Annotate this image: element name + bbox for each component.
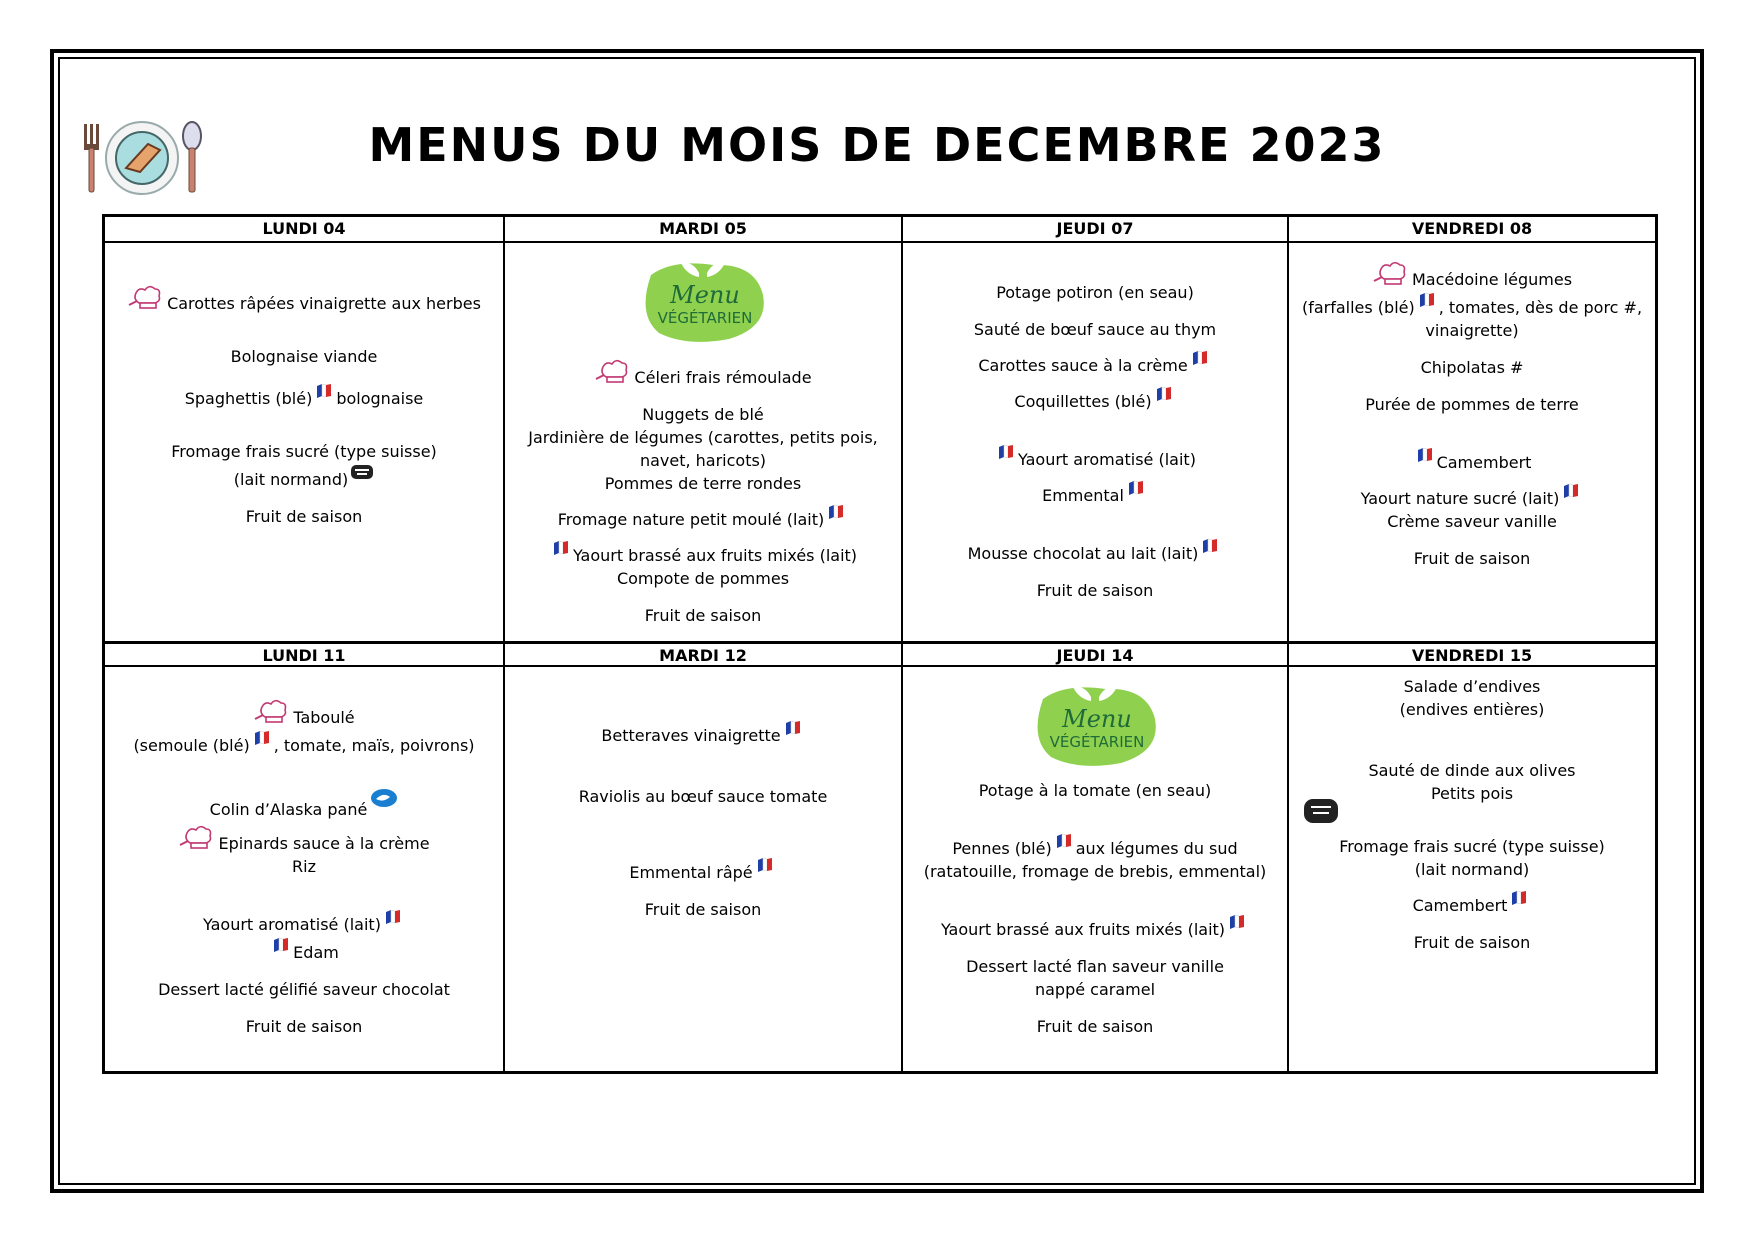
menu-table: [102, 214, 1658, 1074]
french-flag-icon: [827, 503, 845, 521]
menu-item: Salade d’endives: [1403, 677, 1541, 696]
menu-item: Sauté de bœuf sauce au thym: [973, 320, 1217, 339]
day-header: LUNDI 04: [105, 217, 505, 243]
menu-item: Fruit de saison: [1413, 933, 1531, 952]
day-cell-jeudi-14: [903, 667, 1289, 1071]
french-flag-icon: [784, 719, 802, 737]
menu-item: Riz: [292, 857, 316, 876]
menu-item: (endives entières): [1399, 700, 1545, 719]
menu-item: Fruit de saison: [644, 606, 762, 625]
menu-item: Emmental: [1042, 486, 1124, 505]
menu-item: Carottes râpées vinaigrette aux herbes: [167, 294, 481, 313]
french-flag-icon: [1127, 479, 1145, 497]
veg-badge-line2: VÉGÉTARIEN: [657, 309, 753, 327]
french-flag-icon: [253, 729, 271, 747]
vegetarian-menu-badge: [1025, 679, 1165, 771]
day-header: JEUDI 14: [903, 641, 1289, 667]
french-flag-icon: [1418, 291, 1436, 309]
day-cell-lundi-11: [105, 667, 505, 1071]
veg-badge-line1: Menu: [1062, 705, 1132, 733]
menu-item: Potage à la tomate (en seau): [978, 781, 1212, 800]
french-flag-icon: [997, 443, 1015, 461]
menu-item: Céleri frais rémoulade: [634, 368, 812, 387]
menu-item: Fruit de saison: [245, 507, 363, 526]
chef-hat-icon: [594, 355, 632, 385]
menu-item: (farfalles (blé): [1301, 298, 1415, 317]
veg-badge-line2: VÉGÉTARIEN: [1049, 733, 1145, 751]
menu-item: (semoule (blé): [133, 736, 250, 755]
french-flag-icon: [315, 382, 333, 400]
veg-badge-line1: Menu: [670, 281, 740, 309]
menu-item: Sauté de dinde aux olives: [1368, 761, 1576, 780]
page-title: MENUS DU MOIS DE DECEMBRE 2023: [368, 118, 1386, 172]
menu-item: Yaourt aromatisé (lait): [203, 915, 381, 934]
day-cell-mardi-12: [505, 667, 903, 1071]
french-flag-icon: [756, 856, 774, 874]
menu-item: (lait normand): [233, 470, 349, 489]
menu-item: Camembert: [1412, 896, 1508, 915]
msc-fish-icon: [370, 787, 398, 809]
chef-hat-icon: [253, 695, 291, 725]
chef-hat-icon: [1372, 257, 1410, 287]
french-flag-icon: [1416, 446, 1434, 464]
day-cell-vendredi-08: [1289, 243, 1655, 641]
chef-hat-icon: [178, 821, 216, 851]
menu-item: Spaghettis (blé): [184, 389, 313, 408]
day-header: VENDREDI 15: [1289, 641, 1655, 667]
menu-item: (ratatouille, fromage de brebis, emmental): [923, 862, 1267, 881]
local-product-badge-icon: [350, 463, 374, 481]
menu-item: Colin d’Alaska pané: [209, 800, 368, 819]
menu-item: Jardinière de légumes (carottes, petits pois, navet, haricots): [528, 428, 878, 470]
day-header: VENDREDI 08: [1289, 217, 1655, 243]
menu-item: Chipolatas #: [1420, 358, 1524, 377]
menu-item: Crème saveur vanille: [1387, 512, 1557, 531]
day-header: JEUDI 07: [903, 217, 1289, 243]
day-cell-lundi-04: [105, 243, 505, 641]
menu-item: Camembert: [1436, 453, 1532, 472]
menu-item: Betteraves vinaigrette: [601, 726, 781, 745]
french-flag-icon: [1201, 537, 1219, 555]
menu-item: Petits pois: [1430, 784, 1514, 803]
menu-item: Pennes (blé): [952, 839, 1052, 858]
day-cell-mardi-05: [505, 243, 903, 641]
menu-item: Carottes sauce à la crème: [978, 356, 1188, 375]
menu-item: Fruit de saison: [1413, 549, 1531, 568]
menu-item: Fromage frais sucré (type suisse): [1339, 837, 1605, 856]
menu-item: Bolognaise viande: [230, 347, 378, 366]
menu-item: , tomate, maïs, poivrons): [273, 736, 475, 755]
french-flag-icon: [1562, 482, 1580, 500]
day-header: MARDI 05: [505, 217, 903, 243]
french-flag-icon: [1155, 385, 1173, 403]
menu-item: Potage potiron (en seau): [996, 283, 1194, 302]
menu-item: , tomates, dès de porc #, vinaigrette): [1425, 298, 1643, 340]
menu-item: Yaourt brassé aux fruits mixés (lait): [572, 546, 858, 565]
menu-item: Coquillettes (blé): [1014, 392, 1152, 411]
menu-item: Fruit de saison: [644, 900, 762, 919]
menu-item: Macédoine légumes: [1411, 270, 1573, 289]
menu-item: aux légumes du sud: [1075, 839, 1238, 858]
menu-item: Yaourt brassé aux fruits mixés (lait): [940, 920, 1226, 939]
menu-item: Mousse chocolat au lait (lait): [967, 544, 1199, 563]
french-flag-icon: [384, 908, 402, 926]
menu-item: Compote de pommes: [616, 569, 790, 588]
day-header: MARDI 12: [505, 641, 903, 667]
menu-item: Pommes de terre rondes: [604, 474, 802, 493]
menu-item: Emmental râpé: [629, 863, 753, 882]
vegetarian-menu-badge: [633, 255, 773, 347]
menu-item: Fromage nature petit moulé (lait): [557, 510, 825, 529]
menu-item: Nuggets de blé: [642, 405, 764, 424]
menu-item: Fruit de saison: [1036, 1017, 1154, 1036]
menu-item: Yaourt nature sucré (lait): [1360, 489, 1560, 508]
menu-item: Fruit de saison: [245, 1017, 363, 1036]
french-flag-icon: [1228, 913, 1246, 931]
menu-item: bolognaise: [336, 389, 424, 408]
french-flag-icon: [1191, 349, 1209, 367]
menu-item: Dessert lacté flan saveur vanille nappé caramel: [966, 957, 1224, 999]
menu-item: Fruit de saison: [1036, 581, 1154, 600]
french-flag-icon: [272, 936, 290, 954]
french-flag-icon: [1055, 832, 1073, 850]
menu-item: Taboulé: [293, 708, 355, 727]
menu-item: Dessert lacté gélifié saveur chocolat: [158, 980, 450, 999]
day-cell-jeudi-07: [903, 243, 1289, 641]
menu-item: Raviolis au bœuf sauce tomate: [578, 787, 828, 806]
chef-hat-icon: [127, 281, 165, 311]
menu-item: Purée de pommes de terre: [1365, 395, 1579, 414]
menu-item: Fromage frais sucré (type suisse): [171, 442, 437, 461]
menu-item: (lait normand): [1414, 860, 1530, 879]
french-flag-icon: [552, 539, 570, 557]
day-cell-vendredi-15: [1289, 667, 1655, 1071]
menu-item: Epinards sauce à la crème: [218, 834, 430, 853]
day-header: LUNDI 11: [105, 641, 505, 667]
menu-item: Edam: [293, 943, 339, 962]
menu-item: Yaourt aromatisé (lait): [1018, 450, 1196, 469]
french-flag-icon: [1510, 889, 1528, 907]
local-product-badge-icon: [1303, 797, 1339, 825]
